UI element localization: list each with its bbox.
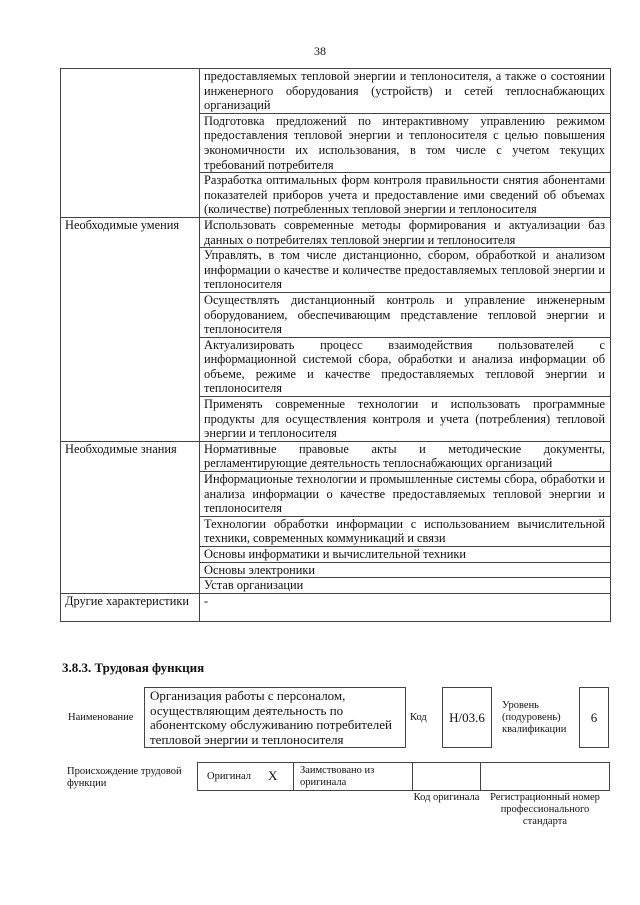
section-title: 3.8.3. Трудовая функция [62, 660, 205, 675]
row-item: Основы информатики и вычислительной техники [200, 547, 611, 563]
row-item: Подготовка предложений по интерактивному управлению режимом предоставления тепловой энергии и теплоносителя с целью повышения экономичности их использования, в том числе с учетом текущих требований потребителя [200, 113, 611, 172]
code-label: Код [410, 712, 427, 723]
table-row [61, 69, 611, 114]
reg-number-cell [480, 762, 610, 791]
row-item: Применять современные технологии и использовать программные продукты для осуществления контроля и учета (потребления) тепловой энергии и теплоносителя [200, 397, 611, 442]
original-mark: X [268, 768, 278, 783]
competency-table [60, 68, 611, 622]
row-label: Другие характеристики [61, 593, 200, 621]
table-row [61, 441, 611, 471]
original-label: Оригинал [207, 771, 251, 782]
original-cell [197, 762, 294, 791]
borrowed-cell: Заимствовано из оригинала [293, 762, 413, 791]
row-item: Актуализировать процесс взаимодействия пользователей с информационной системой сбора, обработки и анализа информации об объеме, режиме и качестве предоставляемых тепловой энергии и теплоносителя [200, 337, 611, 396]
row-item: Основы электроники [200, 562, 611, 578]
row-item: Управлять, в том числе дистанционно, сбором, обработкой и анализом информации о качестве и количестве предоставляемых тепловой энергии и теплоносителя [200, 248, 611, 293]
row-item: Осуществлять дистанционный контроль и управление инженерным оборудованием, обеспечивающим представление тепловой энергии и теплоносителя [200, 292, 611, 337]
name-label: Наименование [68, 712, 134, 723]
row-item: Технологии обработки информации с использованием вычислительной техники, современных коммуникаций и связи [200, 516, 611, 546]
row-item: Использовать современные методы формирования и актуализации баз данных о потребителях тепловой энергии и теплоносителя [200, 217, 611, 247]
row-item: предоставляемых тепловой энергии и теплоносителя, а также о состоянии инженерного оборудования (устройств) и сетей теплоснабжающих организаций [200, 69, 611, 114]
page-number: 38 [314, 44, 326, 58]
row-item: - [200, 593, 611, 621]
row-item: Разработка оптимальных форм контроля правильности снятия абонентами показателей приборов учета и предоставление ими сведений об объемах (количестве) потребленных тепловой энергии и теплоносителя [200, 173, 611, 218]
table-row [61, 593, 611, 621]
row-item: Информационые технологии и промышленные системы сбора, обработки и анализа информации о качестве предоставляемых тепловой энергии и теплоносителя [200, 472, 611, 517]
name-value: Организация работы с персоналом, осуществляющим деятельность по абонентскому обслуживанию потребителей тепловой энергии и теплоносителя [144, 687, 406, 748]
original-code-caption: Код оригинала [413, 792, 480, 803]
level-label: Уровень (подуровень) квалификации [502, 700, 567, 735]
row-label: Необходимые умения [61, 217, 200, 441]
row-item: Устав организации [200, 578, 611, 594]
row-label: Необходимые знания [61, 441, 200, 593]
reg-number-caption: Регистрационный номер профессионального стандарта [490, 792, 600, 827]
row-item: Нормативные правовые акты и методические документы, регламентирующие деятельность теплоснабжающих организаций [200, 441, 611, 471]
original-code-cell [412, 762, 481, 791]
table-row [61, 217, 611, 247]
row-label [61, 69, 200, 218]
origin-label: Происхождение трудовой функции [67, 766, 182, 789]
code-value: H/03.6 [442, 687, 492, 748]
level-value: 6 [579, 687, 609, 748]
